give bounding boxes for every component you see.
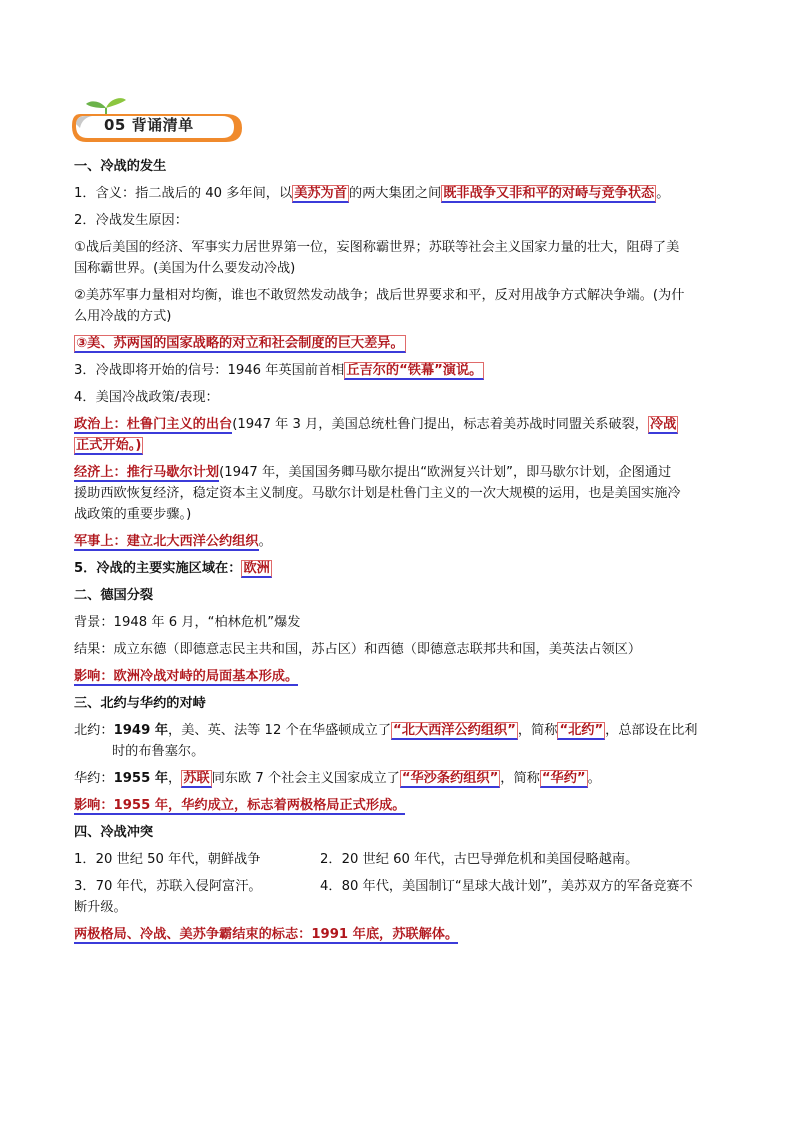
military-line [74,531,730,552]
conflicts-row-2-cont: 断升级。 [74,900,127,915]
text: ，简称 [517,723,558,738]
heading-nato-warsaw: 三、北约与华约的对峙 [74,696,206,711]
text: ，简称 [500,771,540,786]
text: 的两大集团之间 [348,186,442,201]
highlight-germany-impact: 影响：欧洲冷战对峙的局面基本形成。 [74,669,299,684]
highlight-soviet: 苏联 [183,771,210,786]
nato-line-cont: 时的布鲁塞尔。 [112,744,205,759]
warsaw-line [74,768,730,789]
text: 华约： [74,771,114,786]
text: ，总部设在比利 [605,723,698,738]
military-label: 军事上：建立北大西洋公约组织 [74,534,259,549]
politics-label: 政治上：杜鲁门主义的出台 [74,417,233,432]
economy-line-3: 战政策的重要步骤。) [74,507,192,522]
reason-2 [74,285,730,306]
economy-line [74,462,730,483]
final-summary [74,924,730,945]
text: ①战后美国的经济、军事实力居世界第一位，妄图称霸世界；苏联等社会主义国家力量的壮大，阻碍了美 [74,240,680,255]
reason-3 [74,333,730,354]
highlight-official-start: 正式开始。) [76,438,142,453]
text: ，美、英、法等 12 个在华盛顿成立了 [168,723,392,738]
text: 。 [656,186,670,201]
signal-paragraph [74,360,730,381]
conflict-afghanistan: 3．70 年代，苏联入侵阿富汗。 [74,879,262,894]
text: 3．冷战即将开始的信号：1946 年英国前首相 [74,363,345,378]
germany-background: 背景：1948 年 6 月，“柏林危机”爆发 [74,615,301,630]
text: 。 [258,534,272,549]
heading-germany-split: 二、德国分裂 [74,588,154,603]
heading-cold-war-origin: 一、冷战的发生 [74,159,167,174]
definition-paragraph [74,183,730,204]
text: 1．含义：指二战后的 40 多年间，以 [74,186,293,201]
conflicts-row-2 [74,876,730,897]
highlight-state: 既非战争又非和平的对峙与竞争状态 [443,186,655,201]
highlight-nato-full: “北大西洋公约组织” [393,723,516,738]
text: (1947 年，美国国务卿马歇尔提出“欧洲复兴计划”，即马歇尔计划，企图通过 [219,465,672,480]
highlight-warsaw-short: “华约” [541,771,586,786]
politics-line-cont [74,435,730,456]
highlight-reason-3: ③美、苏两国的国家战略的对立和社会制度的巨大差异。 [76,336,404,351]
warsaw-year: 1955 年 [113,771,169,786]
policy-heading: 4．美国冷战政策/表现： [74,390,219,405]
text: 5．冷战的主要实施区域在： [74,561,242,576]
content-body [74,156,730,951]
conflicts-row-1 [74,849,730,870]
section-title: 05 背诵清单 [104,116,194,134]
highlight-us-soviet: 美苏为首 [294,186,347,201]
politics-line [74,414,730,435]
highlight-bipolar: 影响：1955 年，华约成立，标志着两极格局正式形成。 [74,798,406,813]
text: 北约： [74,723,114,738]
text: ， [168,771,182,786]
reason-1 [74,237,730,258]
causes-heading: 2．冷战发生原因： [74,213,188,228]
conflict-star-wars: 4．80 年代，美国制订“星球大战计划”，美苏双方的军备竞赛不 [320,879,693,894]
highlight-iron-curtain: 丘吉尔的“铁幕”演说。 [346,363,483,378]
reason-1-cont: 国称霸世界。(美国为什么要发动冷战) [74,261,296,276]
highlight-europe: 欧洲 [243,561,270,576]
germany-result: 结果：成立东德（即德意志民主共和国，苏占区）和西德（即德意志联邦共和国，美英法占领区） [74,642,642,657]
section-banner [66,94,246,146]
conflict-korea: 1．20 世纪 50 年代，朝鲜战争 [74,852,261,867]
highlight-final: 两极格局、冷战、美苏争霸结束的标志：1991 年底，苏联解体。 [74,927,459,942]
text: 同东欧 7 个社会主义国家成立了 [211,771,400,786]
highlight-nato-short: “北约” [559,723,604,738]
nato-year: 1949 年 [113,723,169,738]
conflict-cuba: 2．20 世纪 60 年代，古巴导弹危机和美国侵略越南。 [320,852,639,867]
economy-label: 经济上：推行马歇尔计划 [74,465,220,480]
text: 。 [587,771,601,786]
text: (1947 年 3 月，美国总统杜鲁门提出，标志着美苏战时同盟关系破裂， [232,417,648,432]
reason-2-cont: 么用冷战的方式) [74,309,172,324]
germany-impact [74,666,730,687]
region-line [74,558,730,579]
nato-line [74,720,730,741]
highlight-cold-war: 冷战 [649,417,677,432]
text: ②美苏军事力量相对均衡，谁也不敢贸然发动战争；战后世界要求和平，反对用战争方式解决争端。(为什 [74,288,685,303]
heading-conflicts: 四、冷战冲突 [74,825,154,840]
bipolar-impact [74,795,730,816]
highlight-warsaw-full: “华沙条约组织” [401,771,499,786]
economy-line-2: 援助西欧恢复经济，稳定资本主义制度。马歇尔计划是杜鲁门主义的一次大规模的运用，也是美国实施冷 [74,486,681,501]
